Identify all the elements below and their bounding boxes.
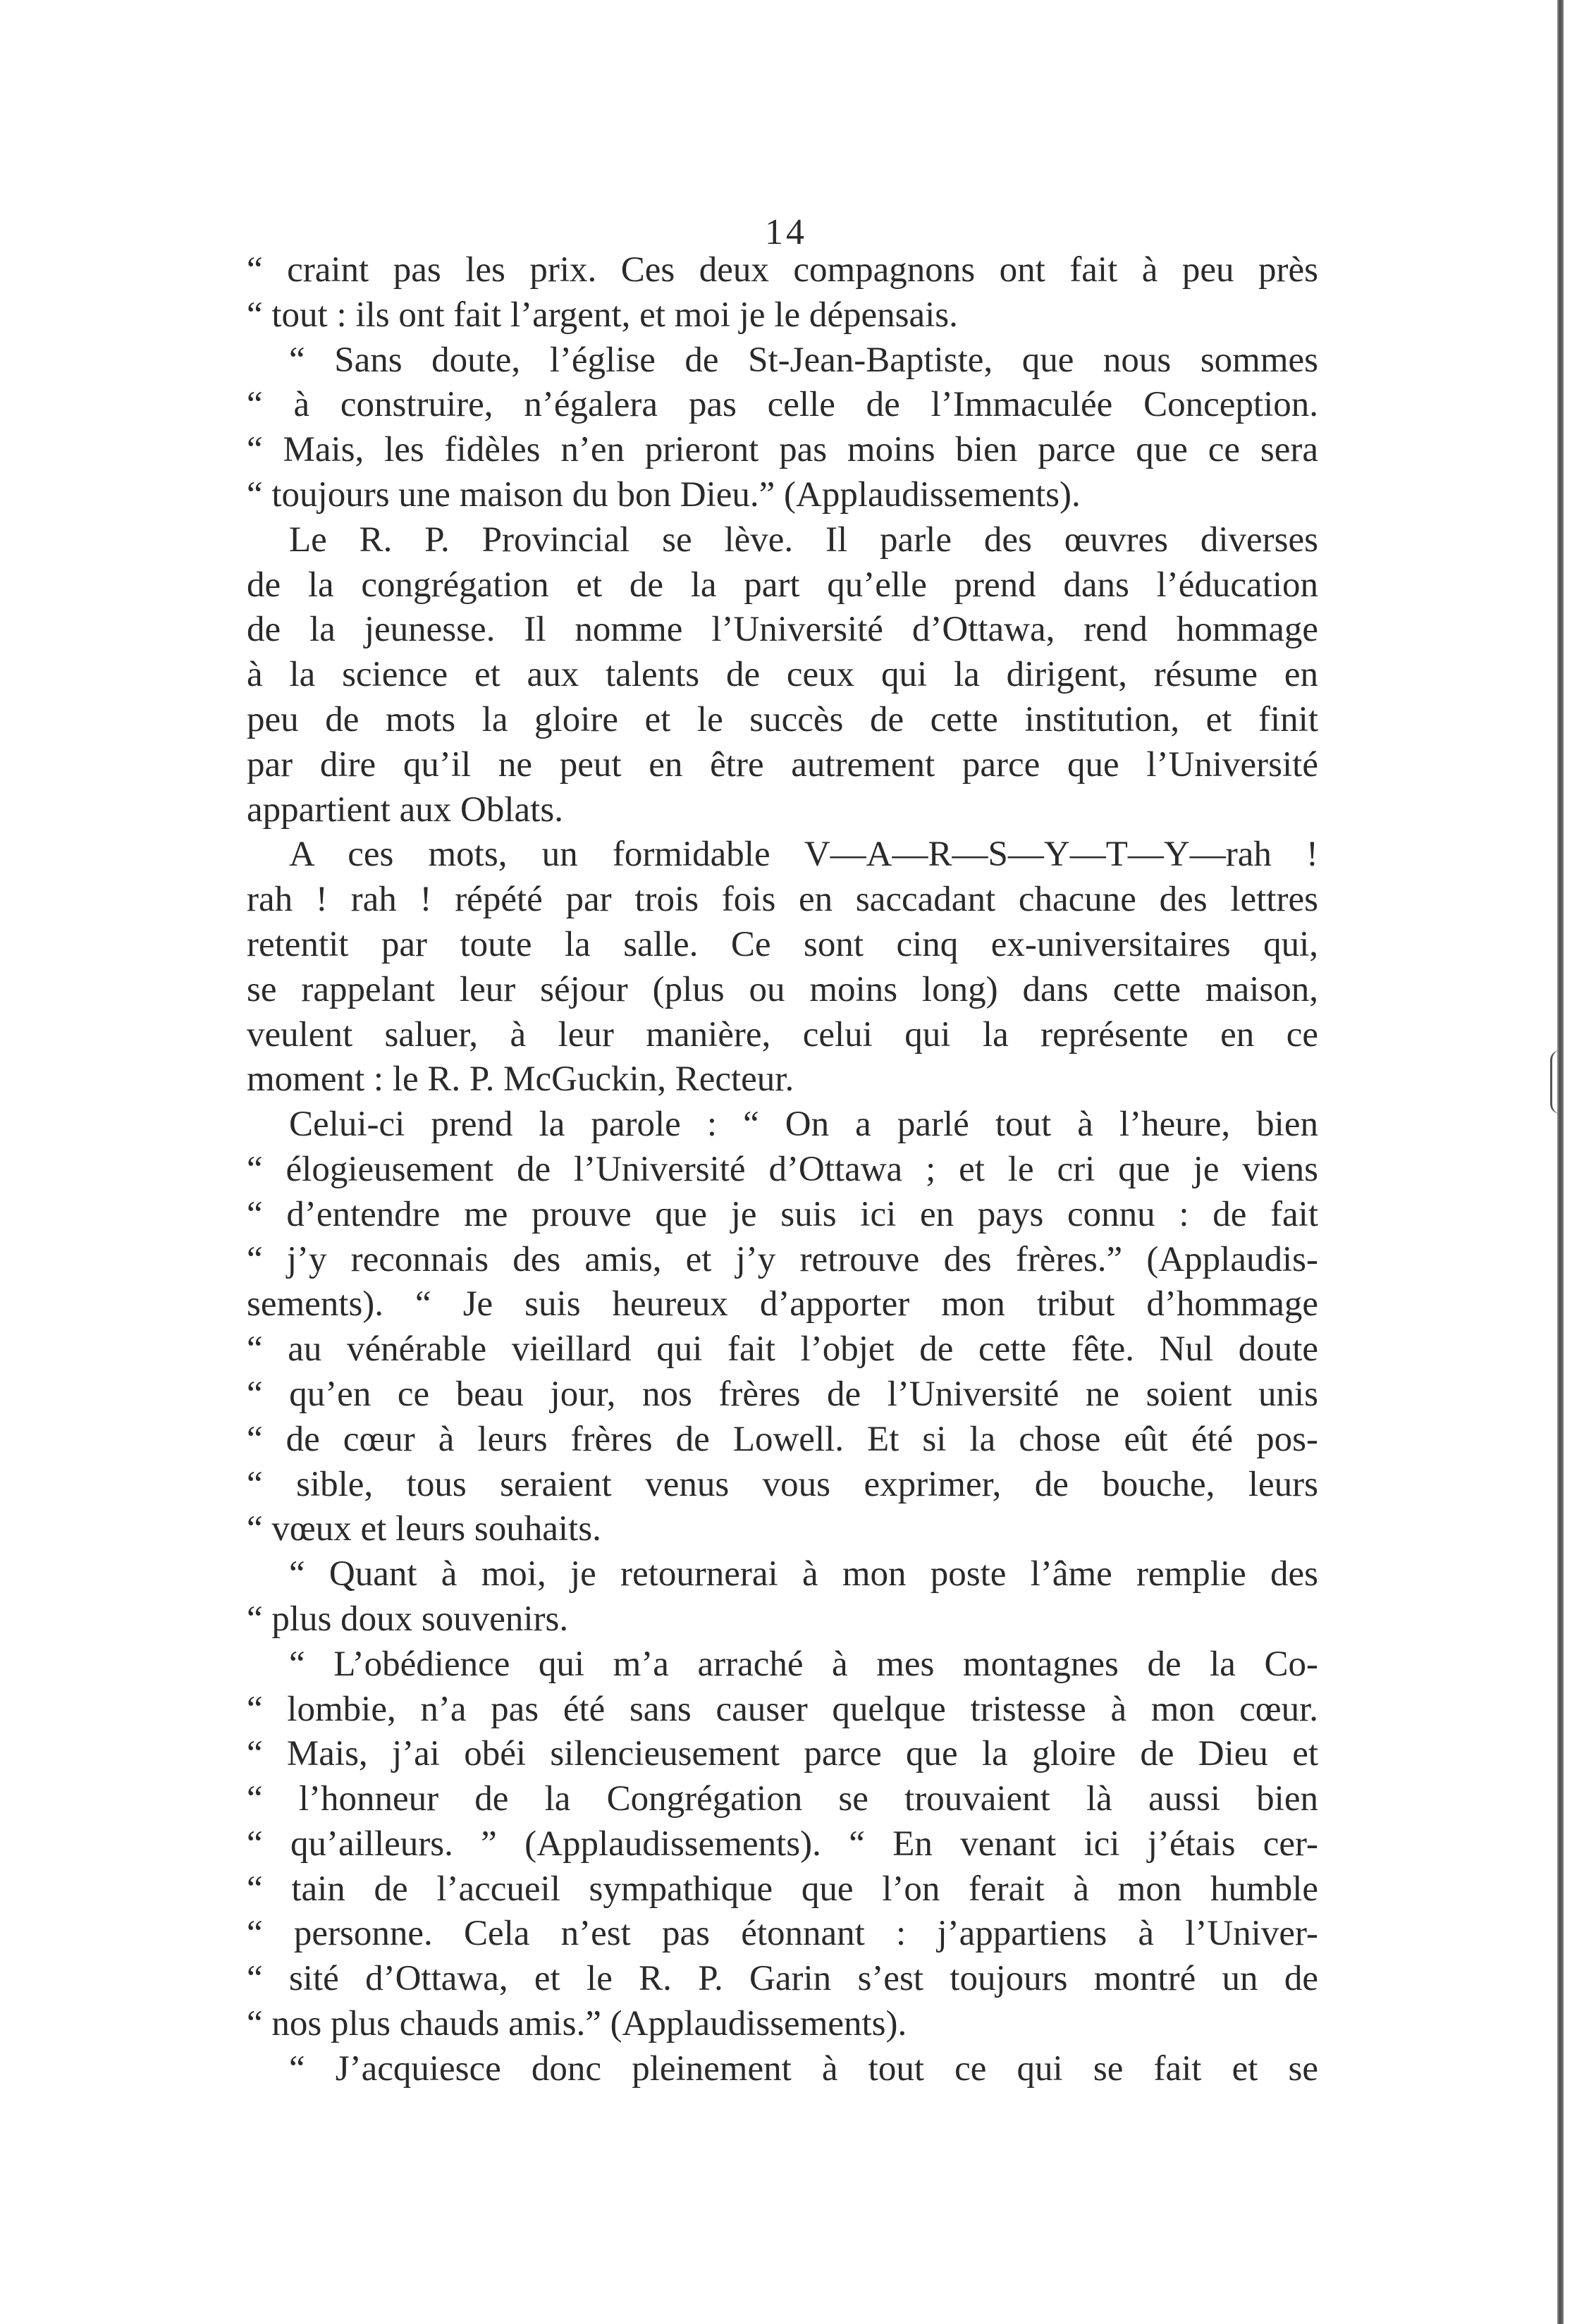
text-line: de la congrégation et de la part qu’elle prend dans l’éducation [247,565,1318,605]
text-line: “ tain de l’accueil sympathique que l’on ferait à mon humble [247,1869,1318,1909]
text-line: “ vœux et leurs souhaits. [247,1509,601,1549]
text-line: Celui-ci prend la parole : “ On a parlé tout à l’heure, bien [289,1105,1318,1145]
text-line: sements). “ Je suis heureux d’apporter mon tribut d’hommage [247,1284,1318,1324]
text-line: “ de cœur à leurs frères de Lowell. Et si la chose eût été pos- [247,1419,1318,1459]
body-text [247,248,1318,2092]
text-line: “ Mais, j’ai obéi silencieusement parce que la gloire de Dieu et [247,1734,1318,1774]
page-edge-shadow [1557,0,1564,2324]
page-edge-tab [1550,1050,1562,1114]
text-line: “ d’entendre me prouve que je suis ici en pays connu : de fait [247,1194,1318,1234]
text-line: “ élogieusement de l’Université d’Ottawa ; et le cri que je viens [247,1149,1318,1189]
text-line: “ j’y reconnais des amis, et j’y retrouve des frères.” (Applaudis- [247,1239,1318,1279]
text-line: se rappelant leur séjour (plus ou moins long) dans cette maison, [247,969,1318,1009]
text-line: “ personne. Cela n’est pas étonnant : j’appartiens à l’Univer- [247,1914,1318,1954]
text-line: peu de mots la gloire et le succès de cette institution, et finit [247,699,1318,739]
text-line: retentit par toute la salle. Ce sont cinq ex-universitaires qui, [247,924,1318,964]
text-line: moment : le R. P. McGuckin, Recteur. [247,1059,794,1100]
text-line: “ toujours une maison du bon Dieu.” (Applaudissements). [247,474,1081,515]
text-line: par dire qu’il ne peut en être autrement parce que l’Université [247,744,1318,785]
text-line: “ tout : ils ont fait l’argent, et moi je le dépensais. [247,295,958,335]
text-line: à la science et aux talents de ceux qui la dirigent, résume en [247,655,1318,695]
text-line: appartient aux Oblats. [247,789,563,830]
text-line: rah ! rah ! répété par trois fois en saccadant chacune des lettres [247,880,1318,920]
text-line: “ sité d’Ottawa, et le R. P. Garin s’est toujours montré un de [247,1959,1318,1999]
text-line: “ craint pas les prix. Ces deux compagnons ont fait à peu près [247,250,1318,290]
text-line: “ Sans doute, l’église de St-Jean-Baptiste, que nous sommes [289,340,1318,380]
text-line: Le R. P. Provincial se lève. Il parle des œuvres diverses [289,519,1318,560]
text-line: “ qu’ailleurs. ” (Applaudissements). “ En venant ici j’étais cer- [247,1824,1318,1864]
text-line: “ sible, tous seraient venus vous exprimer, de bouche, leurs [247,1464,1318,1504]
text-line: de la jeunesse. Il nomme l’Université d’Ottawa, rend hommage [247,610,1318,650]
text-line: A ces mots, un formidable V—A—R—S—Y—T—Y—rah ! [289,835,1318,875]
text-line: “ au vénérable vieillard qui fait l’objet de cette fête. Nul doute [247,1329,1318,1370]
text-line: “ l’honneur de la Congrégation se trouvaient là aussi bien [247,1779,1318,1819]
page-number: 14 [765,212,807,252]
text-line: “ à construire, n’égalera pas celle de l’Immaculée Conception. [247,385,1318,425]
text-line: “ nos plus chauds amis.” (Applaudissements). [247,2004,907,2044]
text-line: “ qu’en ce beau jour, nos frères de l’Université ne soient unis [247,1374,1318,1414]
text-line: “ L’obédience qui m’a arraché à mes montagnes de la Co- [289,1644,1318,1684]
text-line: veulent saluer, à leur manière, celui qui la représente en ce [247,1014,1318,1055]
text-line: “ Mais, les fidèles n’en prieront pas moins bien parce que ce sera [247,430,1318,470]
text-line: “ lombie, n’a pas été sans causer quelque tristesse à mon cœur. [247,1689,1318,1729]
text-line: “ Quant à moi, je retournerai à mon poste l’âme remplie des [289,1554,1318,1594]
text-line: “ J’acquiesce donc pleinement à tout ce qui se fait et se [289,2048,1318,2089]
text-line: “ plus doux souvenirs. [247,1599,569,1639]
